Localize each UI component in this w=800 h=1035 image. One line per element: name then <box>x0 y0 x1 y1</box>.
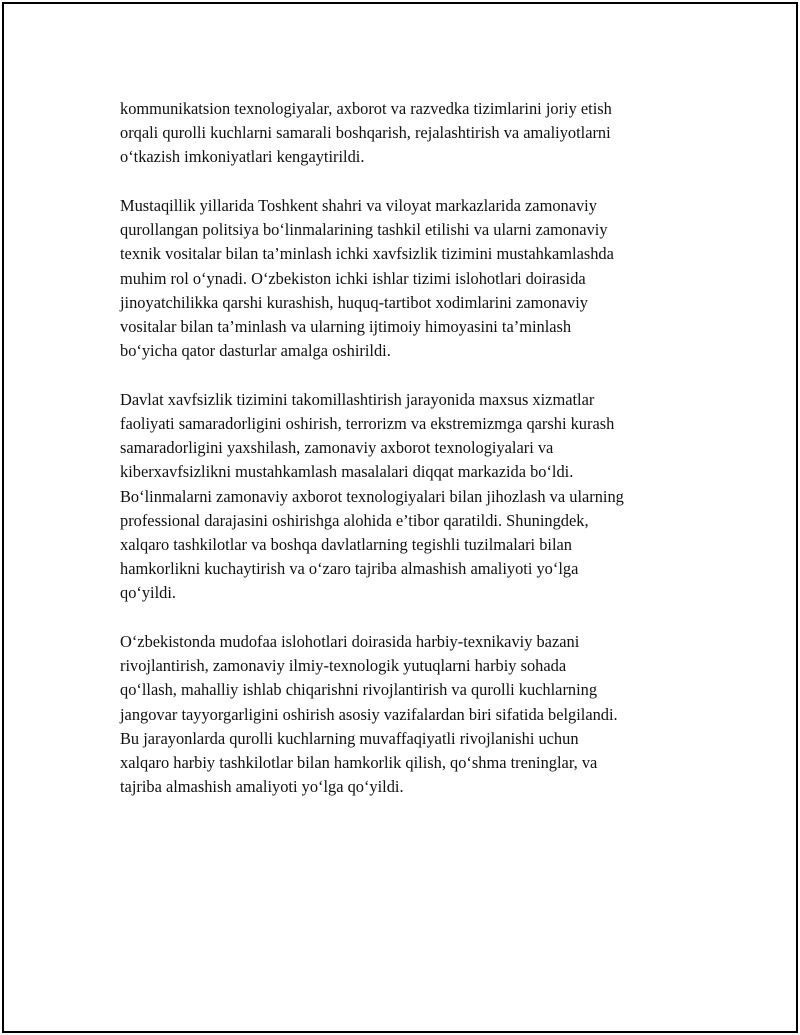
paragraph-4 <box>120 630 700 799</box>
text-line: jinoyatchilikka qarshi kurashish, huquq-tartibot xodimlarini zamonaviy <box>120 292 588 312</box>
text-line: kommunikatsion texnologiyalar, axborot va razvedka tizimlarini joriy etish <box>120 99 612 118</box>
text-line: Bo‘linmalarni zamonaviy axborot texnologiyalari bilan jihozlash va ularning <box>120 486 624 506</box>
text-line: o‘tkazish imkoniyatlari kengaytirildi. <box>120 147 365 167</box>
text-line: tajriba almashish amaliyoti yo‘lga qo‘yildi. <box>120 777 404 797</box>
text-line: faoliyati samaradorligini oshirish, terrorizm va ekstremizmga qarshi kurash <box>120 414 615 434</box>
document-page <box>2 2 798 1033</box>
text-line: Mustaqillik yillarida Toshkent shahri va viloyat markazlarida zamonaviy <box>120 196 597 215</box>
text-line: texnik vositalar bilan ta’minlash ichki xavfsizlik tizimini mustahkamlashda <box>120 244 614 264</box>
text-line: xalqaro harbiy tashkilotlar bilan hamkorlik qilish, qo‘shma treninglar, va <box>120 753 598 773</box>
paragraph-3 <box>120 388 700 606</box>
text-line: qurollangan politsiya bo‘linmalarining tashkil etilishi va ularni zamonaviy <box>120 220 608 240</box>
text-line: orqali qurolli kuchlarni samarali boshqarish, rejalashtirish va amaliyotlarni <box>120 123 611 143</box>
text-line: vositalar bilan ta’minlash va ularning ijtimoiy himoyasini ta’minlash <box>120 317 572 337</box>
text-line: O‘zbekistonda mudofaa islohotlari doirasida harbiy-texnikaviy bazani <box>120 632 580 652</box>
text-line: samaradorligini yaxshilash, zamonaviy axborot texnologiyalari va <box>120 438 554 458</box>
document-body <box>120 97 700 824</box>
text-line: jangovar tayyorgarligini oshirish asosiy vazifalardan biri sifatida belgilandi. <box>120 704 618 724</box>
text-line: qo‘llash, mahalliy ishlab chiqarishni rivojlantirish va qurolli kuchlarning <box>120 680 598 700</box>
text-line: professional darajasini oshirishga alohida e’tibor qaratildi. Shuningdek, <box>120 510 589 530</box>
text-line: qo‘yildi. <box>120 583 176 603</box>
text-line: Davlat xavfsizlik tizimini takomillashtirish jarayonida maxsus xizmatlar <box>120 389 595 409</box>
text-line: hamkorlikni kuchaytirish va o‘zaro tajriba almashish amaliyoti yo‘lga <box>120 559 579 579</box>
text-line: kiberxavfsizlikni mustahkamlash masalalari diqqat markazida bo‘ldi. <box>120 462 574 482</box>
paragraph-1 <box>120 97 700 170</box>
text-line: Bu jarayonlarda qurolli kuchlarning muvaffaqiyatli rivojlanishi uchun <box>120 728 579 748</box>
text-line: rivojlantirish, zamonaviy ilmiy-texnologik yutuqlarni harbiy sohada <box>120 656 567 676</box>
paragraph-2 <box>120 194 700 363</box>
text-line: muhim rol o‘ynadi. O‘zbekiston ichki ishlar tizimi islohotlari doirasida <box>120 268 586 288</box>
text-line: bo‘yicha qator dasturlar amalga oshirildi. <box>120 341 391 361</box>
text-line: xalqaro tashkilotlar va boshqa davlatlarning tegishli tuzilmalari bilan <box>120 535 572 555</box>
